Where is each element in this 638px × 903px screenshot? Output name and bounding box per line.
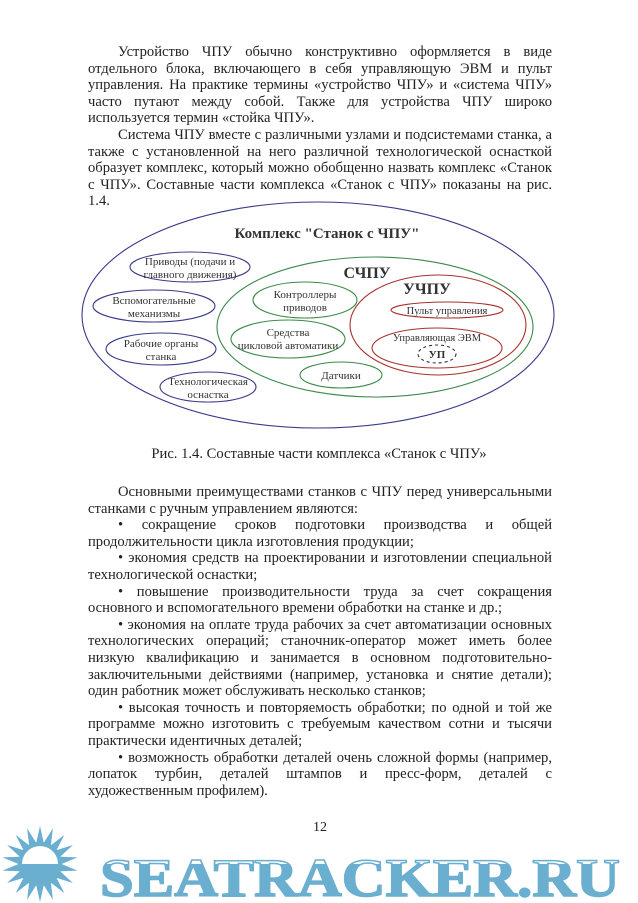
label: Пульт управления: [406, 306, 488, 317]
paragraph-2: Система ЧПУ вместе с различными узлами и подсистемами станка, а также с установленной на него различной технологической оснасткой образует комплекс, который можно обобщенно назвать комплекс «Станок с ЧПУ». Составные части комплекса «Станок с ЧПУ» показаны на рис. 1.4.: [88, 126, 552, 210]
label: Вспомогательные: [112, 295, 196, 307]
automation-ellipse: [231, 320, 345, 358]
label: приводов: [283, 302, 327, 314]
label: Контроллеры: [273, 289, 337, 301]
uchpu-label: УЧПУ: [403, 281, 451, 298]
sun-icon: [2, 826, 78, 902]
bullet-item: • сокращение сроков подготовки производства и общей продолжительности цикла изготовления продукции;: [88, 517, 552, 550]
top-text: [88, 44, 552, 210]
paragraph-1: Устройство ЧПУ обычно конструктивно оформляется в виде отдельного блока, включающего в себя управляющую ЭВМ и пульт управления. На практике термины «устройство ЧПУ» и «система ЧПУ» часто путают между собой. Также для устройства ЧПУ широко используется термин «стойка ЧПУ».: [88, 44, 552, 127]
bullet-item: • возможность обработки деталей очень сложной формы (например, лопаток турбин, деталей штампов и пресс-форм, деталей с художественным профилем).: [88, 749, 552, 799]
label: главного движения): [143, 269, 237, 281]
intro-paragraph: Основными преимуществами станков с ЧПУ перед универсальными станками с ручным управлением являются:: [88, 484, 552, 517]
label: Датчики: [321, 370, 361, 382]
schpu-label: СЧПУ: [343, 265, 391, 282]
figure-caption: Рис. 1.4. Составные части комплекса «Станок с ЧПУ»: [151, 446, 487, 462]
label: Приводы (подачи и: [144, 256, 236, 268]
up-label: УП: [428, 349, 446, 361]
bullet-item: • экономия средств на проектировании и изготовлении специальной технологической оснастки;: [88, 550, 552, 583]
label: Средства: [266, 327, 310, 339]
label: цикловой автоматики: [237, 340, 339, 352]
watermark-text: SEATRACKER.RU: [100, 848, 620, 903]
bullet-item: • высокая точность и повторяемость обработки; по одной и той же программе можно изготовить с требуемым качеством сотни и тысячи практически идентичных деталей;: [88, 699, 552, 749]
bullet-item: • экономия на оплате труда рабочих за счет автоматизации основных технологических операций; станочник-оператор может иметь более низкую квалификацию и занимается в основном подготовительно-заключительными действиями (например, установка и снятие детали); один работник может обслуживать несколько станков;: [88, 616, 552, 700]
advantages-text: [88, 484, 552, 799]
label: оснастка: [187, 389, 229, 401]
label: станка: [145, 351, 177, 363]
page-number: 12: [313, 820, 327, 835]
diagram-title: Комплекс "Станок с ЧПУ": [234, 226, 420, 242]
label: Технологическая: [168, 376, 248, 388]
complex-diagram: [80, 200, 560, 440]
label: Управляющая ЭВМ: [392, 333, 482, 344]
bullet-item: • повышение производительности труда за счет сокращения основного и вспомогательного времени обработки на станке и др.;: [88, 583, 552, 617]
label: Рабочие органы: [123, 338, 199, 350]
label: механизмы: [127, 308, 181, 320]
